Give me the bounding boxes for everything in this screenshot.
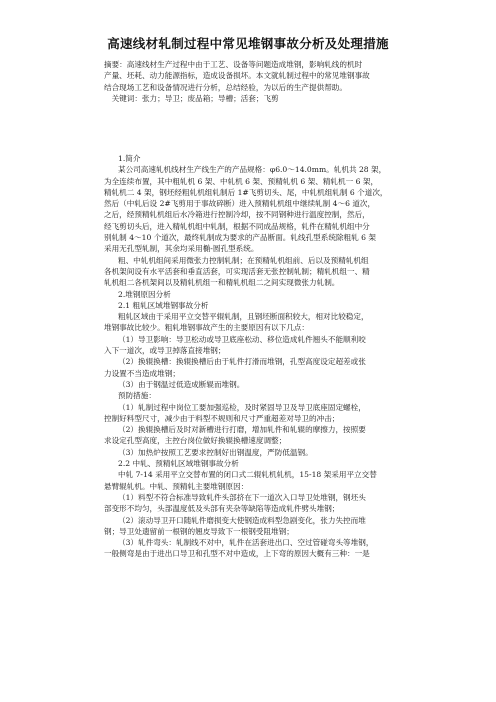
body-text-block (104, 153, 404, 560)
body-line: （3）加热炉按照工艺要求控制好出钢温度，严防低温钢。 (118, 447, 313, 457)
body-line: 某公司高速轧机线材生产线生产的产品规格：φ6.0～14.0mm。轧机共 28 架， (118, 165, 387, 175)
body-line: 粗轧区域由于采用平立交替平辊轧制，且钢坯断面积较大，相对比较稳定， (118, 312, 369, 322)
body-line: 预防措施： (118, 391, 156, 401)
body-line: 别轧制 4～10 个道次，最终轧制成为要求的产品断面。轧线孔型系统除粗轧 6 架 (104, 233, 376, 243)
body-line: 采用无孔型轧制，其余均采用椭-圆孔型系统。 (104, 244, 259, 254)
body-line: （2）换辊换槽：换辊换槽后由于轧件打滑而堆钢，孔型高度设定超差或张 (118, 357, 366, 367)
body-line: 中轧 7-14 采用平立交替布置的闭口式二辊轧机轧机，15-18 架采用平立交替 (118, 470, 377, 480)
section-heading: 2.2 中轧、预精轧区域堆钢事故分析 (118, 459, 239, 469)
section-heading: 2.堆钢原因分析 (118, 289, 171, 299)
body-line: 钢；导卫处遗留前一根钢的翘皮导致下一根钢受阻堆钢； (104, 526, 294, 536)
body-line: 求设定孔型高度，主控台岗位做好换辊换槽速度调整； (104, 436, 287, 446)
abstract-line: 产量、坯耗、动力能源指标，造成设备损坏。本文就轧制过程中的常见堆钢事故 (104, 71, 370, 81)
keywords-line: 关键词：张力；导卫；废品箱；导槽；活套；飞剪 (104, 93, 279, 103)
body-line: 入下一道次，或导卫掉落直接堆钢； (104, 346, 226, 356)
body-line: （2）滚动导卫开口随轧件磨损变大使钢造成料型急剧变化，张力失控而堆 (118, 515, 366, 525)
body-line: （1）导卫影响：导卫松动或导卫底座松动、移位造成轧件翘头不能顺利咬 (118, 334, 366, 344)
body-line: 悬臂辊轧机。中轧、预精轧主要堆钢原因： (104, 481, 249, 491)
body-line: 力设置不当造成堆钢； (104, 368, 180, 378)
body-line: （3）轧件弯头：轧制线不对中，轧件在活套进出口、空过管碰弯头等堆钢， (118, 538, 374, 548)
body-line: 各机架间设有水平活套和垂直活套，可实现活套无张控制轧制；精轧机组一、精 (104, 266, 370, 276)
abstract-block (104, 59, 404, 104)
body-line: 经飞剪切头后，进入精轧机组中轧制，根据不同成品规格，轧件在精轧机组中分 (104, 221, 370, 231)
abstract-line: 摘要：高速线材生产过程中由于工艺、设备等问题造成堆钢，影响轧线的机时 (104, 60, 363, 69)
document-title: 高速线材轧制过程中常见堆钢事故分析及处理措施 (107, 36, 389, 51)
body-line: 堆钢事故比较少。粗轧堆钢事故产生的主要原因有以下几点： (104, 323, 310, 333)
body-line: 之后，经预精轧机组后水冷箱进行控制冷却，按不同钢种进行温度控制，然后， (104, 210, 370, 220)
body-line: （3）由于钢温过低造成断辊而堆钢。 (118, 379, 245, 389)
body-line: （1）料型不符合标准导致轧件头部挤在下一道次入口导卫处堆钢，钢坯头 (118, 492, 366, 502)
body-line: 粗、中轧机组间采用微张力控制轧制；在预精轧机组前、后以及预精轧机组 (118, 255, 369, 265)
body-line: 控制好料型尺寸，减少由于料型不规则和尺寸严重超差对导卫的冲击； (104, 413, 340, 423)
body-line: （2）换辊换槽后及时对新槽进行打磨，增加轧件和轧辊的摩擦力，按照要 (118, 425, 366, 435)
section-heading: 1.简介 (118, 154, 141, 163)
body-line: 一般侧弯是由于进出口导卫和孔型不对中造成，上下弯的原因大概有三种：一是 (104, 549, 370, 559)
body-line: （1）轧制过程中岗位工要加强巡检，及时紧固导卫及导卫底座固定螺栓， (118, 402, 366, 412)
body-line: 轧机组二各机架间以及精轧机组一和精轧机组二之间实现微张力轧制。 (104, 278, 340, 288)
body-line: 为全连续布置，其中粗轧机 6 架、中轧机 6 架、预精轧机 6 架、精轧机一 6 架， (104, 176, 379, 186)
body-line: 然后（中轧后设 2#飞剪用于事故碎断）进入预精轧机组中继续轧制 4～6 道次， (104, 199, 376, 209)
section-heading: 2.1 粗轧区域堆钢事故分析 (118, 300, 209, 310)
body-line: 精轧机二 4 架，钢坯经粗轧机组轧制后 1#飞剪切头、尾，中轧机组轧制 6 个道次， (104, 187, 388, 197)
body-line: 部变形不均匀，头部温度低及头部有夹杂等缺陷等造成轧件劈头堆钢； (104, 504, 340, 514)
abstract-line: 结合现场工艺和设备情况进行分析，总结经验，为以后的生产提供帮助。 (104, 82, 347, 92)
